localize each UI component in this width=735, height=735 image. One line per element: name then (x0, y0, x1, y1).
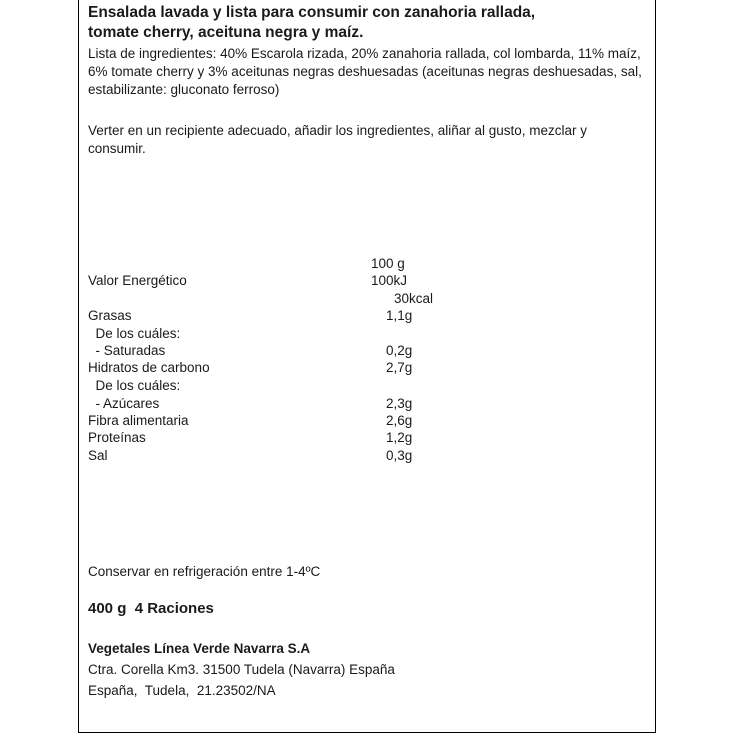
company-registry: España, Tudela, 21.23502/NA (88, 683, 276, 698)
nutrition-label: - Azúcares (88, 396, 160, 411)
nutrition-value: 0,2g (386, 343, 413, 358)
nutrition-row (88, 395, 488, 413)
nutrition-row (88, 412, 488, 430)
nutrition-label: - Saturadas (88, 343, 166, 358)
nutrition-header-row (88, 255, 488, 273)
nutrition-row (88, 325, 488, 343)
storage-instructions: Conservar en refrigeración entre 1-4ºC (88, 564, 321, 579)
nutrition-value: 1,1g (386, 308, 413, 323)
nutrition-label: De los cuáles: (88, 378, 181, 393)
nutrition-value: 1,2g (386, 430, 413, 445)
nutrition-row-energy (88, 272, 488, 290)
nutrition-value: 0,3g (386, 448, 413, 463)
nutrition-row (88, 307, 488, 325)
nutrition-label: Sal (88, 448, 108, 463)
company-address: Ctra. Corella Km3. 31500 Tudela (Navarra) España (88, 662, 395, 677)
nutrition-value: 2,3g (386, 396, 413, 411)
nutrition-value: 2,7g (386, 360, 413, 375)
nutrition-label: Fibra alimentaria (88, 413, 189, 428)
nutrition-row (88, 359, 488, 377)
company-name: Vegetales Línea Verde Navarra S.A (88, 641, 311, 656)
nutrition-value-kcal: 30kcal (394, 291, 434, 306)
nutrition-row (88, 342, 488, 360)
nutrition-row (88, 377, 488, 395)
product-title (88, 3, 535, 43)
nutrition-value: 2,6g (386, 413, 413, 428)
nutrition-label: Grasas (88, 308, 132, 323)
nutrition-header-per-100g: 100 g (371, 256, 405, 271)
nutrition-label: Valor Energético (88, 273, 187, 288)
nutrition-row (88, 429, 488, 447)
nutrition-label: Proteínas (88, 430, 146, 445)
nutrition-label: De los cuáles: (88, 326, 181, 341)
nutrition-value-kj: 100kJ (371, 273, 408, 288)
nutrition-row (88, 447, 488, 465)
ingredients-list: Lista de ingredientes: 40% Escarola rizada, 20% zanahoria rallada, col lombarda, 11% maíz, 6% tomate cherry y 3% aceitunas negras deshuesadas (aceitunas negras deshuesadas, sal, estabilizante: gluconato ferroso) (88, 46, 642, 97)
preparation-instructions: Verter en un recipiente adecuado, añadir los ingredientes, aliñar al gusto, mezclar y consumir. (88, 123, 588, 156)
product-title-line-1: Ensalada lavada y lista para consumir con zanahoria rallada, (88, 4, 536, 21)
nutrition-label: Hidratos de carbono (88, 360, 210, 375)
product-title-line-2: tomate cherry, aceituna negra y maíz. (88, 24, 364, 41)
net-weight: 400 g 4 Raciones (88, 600, 214, 617)
nutrition-row-energy-kcal (88, 290, 488, 308)
